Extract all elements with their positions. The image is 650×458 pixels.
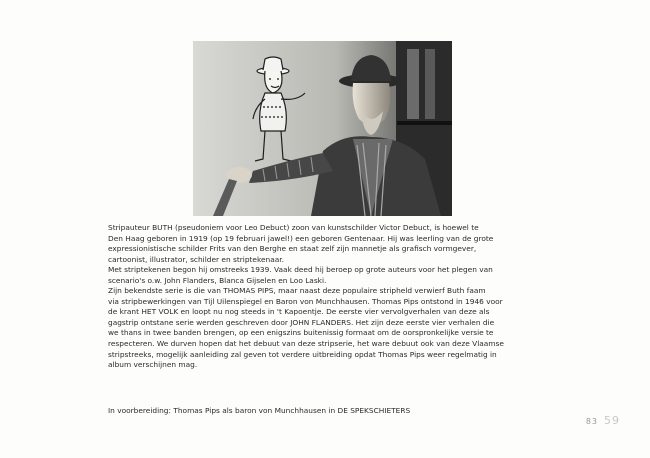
page-number-small: 83 <box>585 417 598 426</box>
biography-line: Met striptekenen begon hij omstreeks 1939. Vaak deed hij beroep op grote auteurs voor het plegen van <box>108 265 493 275</box>
biography-line: respecteren. We durven hopen dat het debuut van deze stripserie, het ware debuut ook van deze Vlaamse <box>108 339 504 349</box>
biography-line: album verschijnen mag. <box>108 360 198 370</box>
biography-line: cartoonist, illustrator, schilder en striptekenaar. <box>108 254 284 264</box>
biography-text <box>108 223 540 371</box>
biography-line: de krant HET VOLK en loopt nu nog steeds in 't Kapoentje. De eerste vier vervolgverhalen van deze als <box>108 307 490 317</box>
page-number-large: 59 <box>604 414 620 427</box>
author-photo-drawing <box>193 41 452 216</box>
biography-line: expressionistische schilder Frits van den Berghe en staat zelf zijn mannetje als grafisch vormgever, <box>108 244 477 254</box>
page-number <box>586 414 620 427</box>
biography-line: Den Haag geboren in 1919 (op 19 februari jawel!) een geboren Gentenaar. Hij was leerling van de grote <box>108 233 494 243</box>
caption: In voorbereiding: Thomas Pips als baron von Munchhausen in DE SPEKSCHIETERS <box>108 406 411 415</box>
biography-line: via stripbewerkingen van Tijl Uilenspiegel en Baron von Munchhausen. Thomas Pips ontstond in 1946 voor <box>108 296 503 306</box>
biography-line: Stripauteur BUTH (pseudoniem voor Leo Debuct) zoon van kunstschilder Victor Debuct, is hoewel te <box>108 223 479 232</box>
biography-line: stripstreeks, mogelijk aanleiding zal geven tot verdere uitbreiding opdat Thomas Pips weer regelmatig in <box>108 349 497 359</box>
biography-line: gagstrip ontstane serie werden geschreven door JOHN FLANDERS. Het zijn deze eerste vier verhalen die <box>108 317 495 327</box>
author-photo <box>193 41 452 216</box>
biography-line: scenario's o.w. John Flanders, Blanca Gijselen en Loo Laski. <box>108 275 327 285</box>
biography-line: we thans in twee banden brengen, op een enigszins buitenissig formaat om de oorspronkelijke versie te <box>108 328 494 338</box>
biography-line: Zijn bekendste serie is die van THOMAS PIPS, maar naast deze populaire stripheld verwierf Buth faam <box>108 286 486 296</box>
